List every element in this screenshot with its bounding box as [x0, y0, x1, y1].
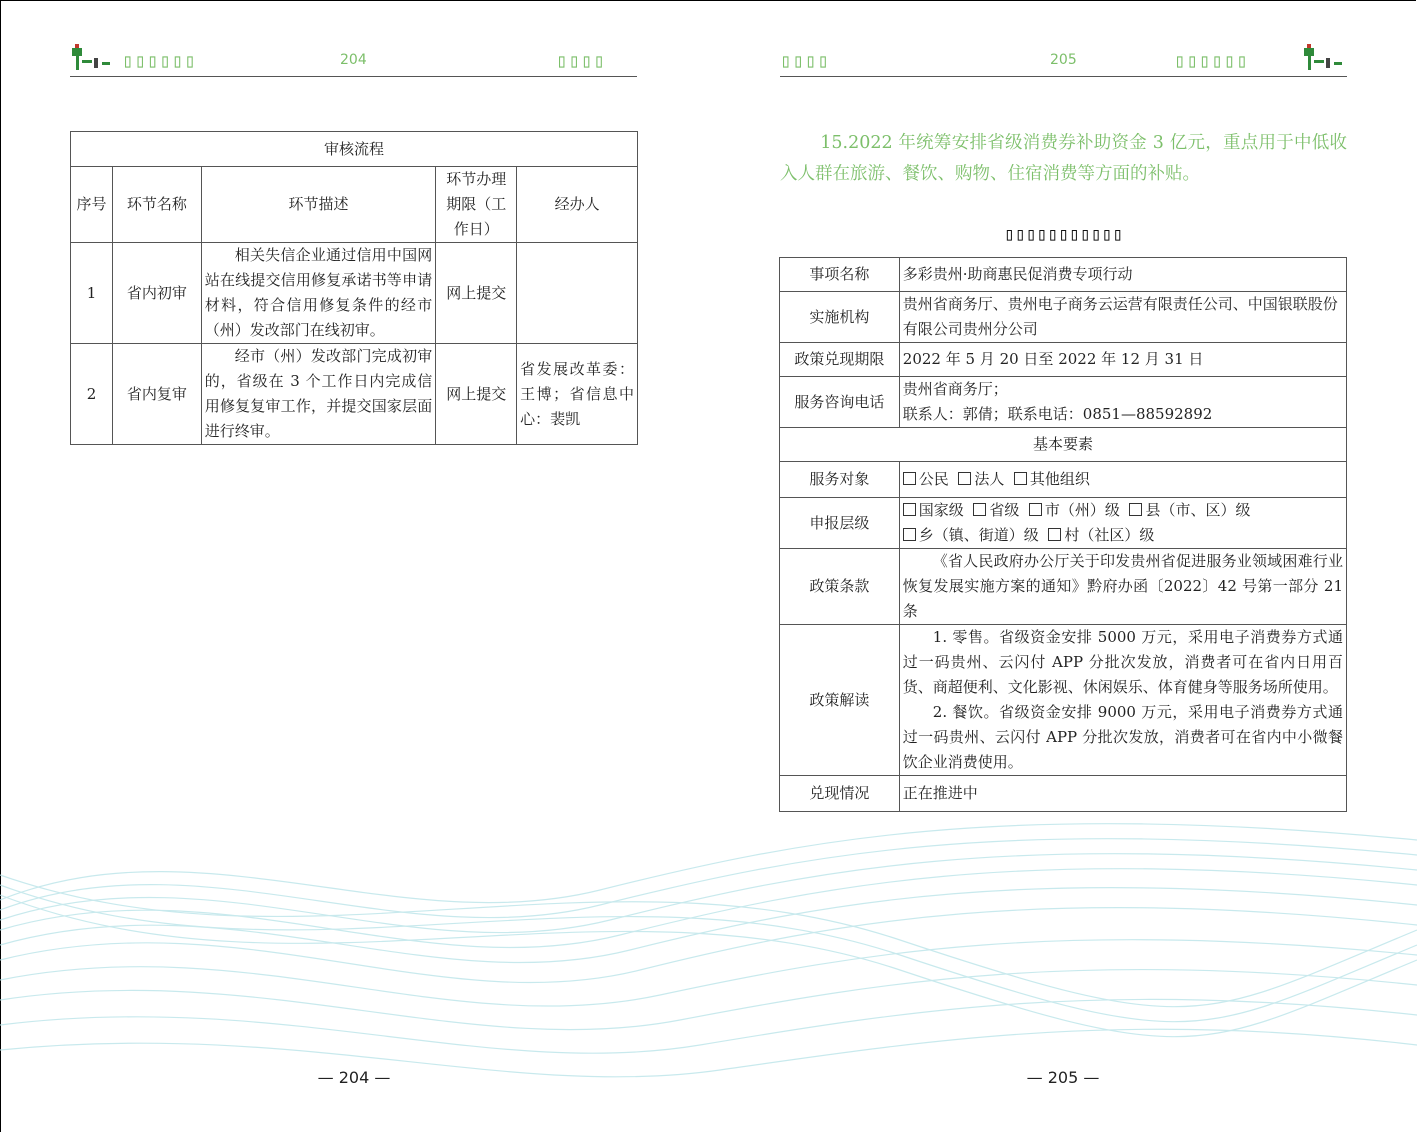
checkbox-icon [1048, 528, 1061, 541]
table-caption: 审核流程 [71, 132, 638, 167]
page-header [780, 40, 1347, 77]
checkbox-icon [1129, 503, 1142, 516]
period-label: 政策兑现期限 [780, 343, 900, 377]
table-header: 环节描述 [201, 167, 436, 243]
table-header: 环节名称 [112, 167, 201, 243]
policy-table [779, 257, 1347, 812]
interpretation-paragraph: 2. 餐饮。省级资金安排 9000 万元，采用电子消费券方式通过一码贵州、云闪付 APP 分批次发放，消费者可在省内中小微餐饮企业消费使用。 [902, 703, 1343, 771]
step-handler [517, 243, 638, 344]
table-header: 序号 [71, 167, 113, 243]
phone-line: 贵州省商务厅； [902, 380, 1008, 398]
header-title: ▯▯▯▯▯▯ [1174, 50, 1249, 72]
row-number: 2 [71, 344, 113, 445]
logo-icon [70, 42, 116, 74]
header-page-number: 205 [1050, 52, 1077, 68]
interpretation-paragraph: 1. 零售。省级资金安排 5000 万元，采用电子消费券方式通过一码贵州、云闪付 APP 分批次发放，消费者可在省内日用百货、商超便利、文化影视、休闲娱乐、体育健身等服务场所使用。 [902, 628, 1343, 696]
target-label: 服务对象 [780, 462, 900, 498]
phone-value [899, 377, 1346, 428]
header-page-number: 204 [340, 52, 367, 68]
checkbox-icon [958, 472, 971, 485]
page-footer: — 204 — [317, 1068, 391, 1087]
option-label: 省级 [989, 501, 1020, 519]
target-options [899, 462, 1346, 498]
step-description: 相关失信企业通过信用中国网站在线提交信用修复承诺书等申请材料，符合信用修复条件的经市（州）发改部门在线初审。 [201, 243, 436, 344]
item-value: 多彩贵州·助商惠民促消费专项行动 [899, 258, 1346, 292]
step-period: 网上提交 [436, 243, 517, 344]
header-section: ▯▯▯▯ [780, 50, 830, 72]
review-process-table [70, 131, 638, 445]
item-label: 事项名称 [780, 258, 900, 292]
clause-value: 《省人民政府办公厅关于印发贵州省促进服务业领域困难行业恢复发展实施方案的通知》黔府办函〔2022〕42 号第一部分 21 条 [899, 549, 1346, 625]
checkbox-icon [1014, 472, 1027, 485]
intro-paragraph: 15.2022 年统筹安排省级消费券补助资金 3 亿元，重点用于中低收入人群在旅游、餐饮、购物、住宿消费等方面的补贴。 [780, 133, 1347, 184]
interpretation-label: 政策解读 [780, 625, 900, 776]
phone-label: 服务咨询电话 [780, 377, 900, 428]
step-name: 省内复审 [112, 344, 201, 445]
page-header [70, 40, 637, 77]
row-number: 1 [71, 243, 113, 344]
level-options [899, 498, 1346, 549]
checkbox-icon [973, 503, 986, 516]
option-label: 国家级 [918, 501, 964, 519]
phone-line: 联系人：郭倩；联系电话：0851—88592892 [902, 405, 1213, 423]
logo-icon [1302, 42, 1348, 74]
option-label: 乡（镇、街道）级 [918, 526, 1039, 544]
option-label: 县（市、区）级 [1145, 501, 1251, 519]
level-label: 申报层级 [780, 498, 900, 549]
left-page [0, 0, 708, 1133]
status-value: 正在推进中 [899, 776, 1346, 812]
checkbox-icon [903, 528, 916, 541]
right-page [709, 0, 1417, 1133]
period-value: 2022 年 5 月 20 日至 2022 年 12 月 31 日 [899, 343, 1346, 377]
checkbox-icon [903, 503, 916, 516]
org-value: 贵州省商务厅、贵州电子商务云运营有限责任公司、中国银联股份有限公司贵州分公司 [899, 292, 1346, 343]
step-handler: 省发展改革委：王博；省信息中心：裴凯 [517, 344, 638, 445]
step-period: 网上提交 [436, 344, 517, 445]
option-label: 其他组织 [1029, 470, 1090, 488]
option-label: 村（社区）级 [1064, 526, 1155, 544]
table-row [71, 243, 638, 344]
checkbox-icon [1029, 503, 1042, 516]
option-label: 市（州）级 [1044, 501, 1120, 519]
table-header: 经办人 [517, 167, 638, 243]
option-label: 公民 [918, 470, 949, 488]
step-description: 经市（州）发改部门完成初审的，省级在 3 个工作日内完成信用修复复审工作，并提交国家层面进行终审。 [201, 344, 436, 445]
interpretation-value [899, 625, 1346, 776]
page-footer: — 205 — [1026, 1068, 1100, 1087]
policy-title: ▯▯▯▯▯▯▯▯▯▯▯ [1003, 224, 1124, 245]
table-row [71, 344, 638, 445]
step-name: 省内初审 [112, 243, 201, 344]
org-label: 实施机构 [780, 292, 900, 343]
table-header: 环节办理期限（工作日） [436, 167, 517, 243]
header-section: ▯▯▯▯ [556, 50, 606, 72]
status-label: 兑现情况 [780, 776, 900, 812]
header-title: ▯▯▯▯▯▯ [122, 50, 197, 72]
basic-elements-heading: 基本要素 [780, 428, 1347, 462]
option-label: 法人 [974, 470, 1005, 488]
clause-label: 政策条款 [780, 549, 900, 625]
checkbox-icon [903, 472, 916, 485]
